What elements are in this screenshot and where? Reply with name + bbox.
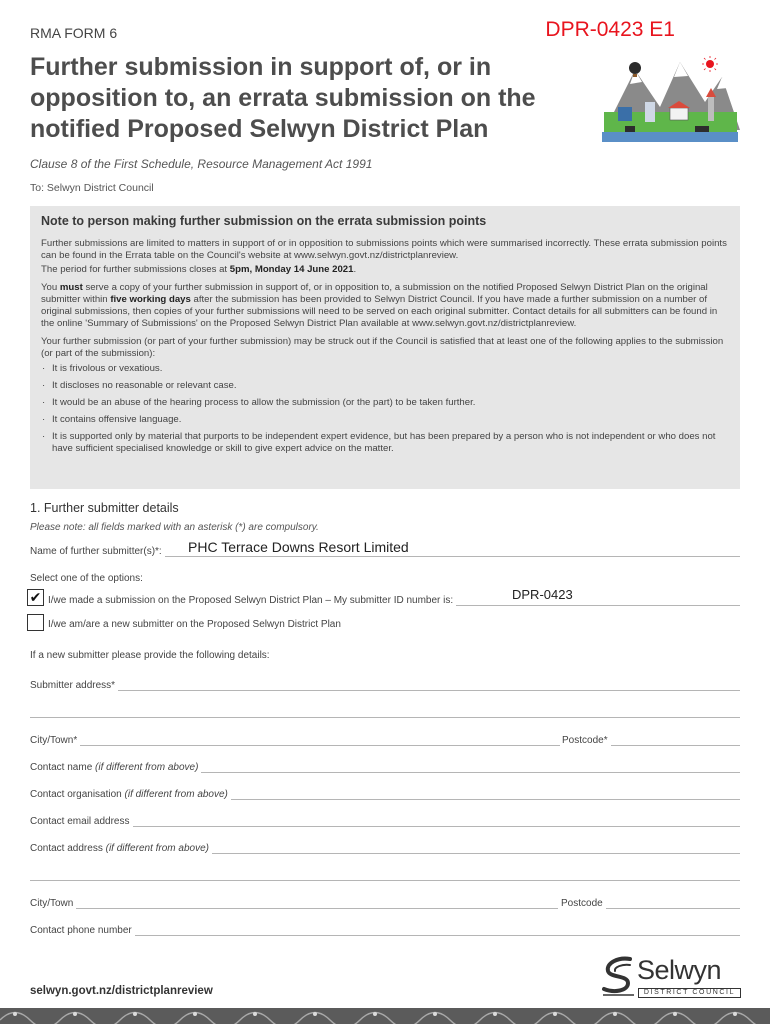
note-box	[30, 206, 740, 489]
form-code: RMA FORM 6	[30, 25, 118, 41]
section-heading: 1. Further submitter details	[30, 501, 179, 515]
landscape-illustration	[600, 52, 740, 144]
contact-phone-field[interactable]	[30, 924, 740, 936]
contact-postcode-label: Postcode	[561, 898, 603, 909]
contact-address-second-line[interactable]	[30, 880, 740, 881]
contact-postcode-field[interactable]	[561, 897, 740, 909]
new-submitter-note: If a new submitter please provide the following details:	[30, 650, 270, 661]
contact-organisation-field[interactable]	[30, 788, 740, 800]
submitter-name-value: PHC Terrace Downs Resort Limited	[188, 539, 409, 555]
logo-wordmark: Selwyn	[637, 955, 722, 985]
submitter-address-label: Submitter address*	[30, 680, 116, 691]
contact-city-field[interactable]	[30, 897, 558, 909]
submitter-id-value: DPR-0423	[512, 587, 573, 602]
note-paragraph-deadline: The period for further submissions closes at 5pm, Monday 14 June 2021.	[41, 264, 357, 275]
select-options-label: Select one of the options:	[30, 573, 143, 584]
note-title: Note to person making further submission on the errata submission points	[41, 214, 487, 228]
submitter-address-field[interactable]	[30, 679, 740, 691]
list-item: · It contains offensive language.	[41, 414, 728, 426]
list-item: · It is supported only by material that purports to be independent expert evidence, but has been prepared by a person who is not independent or who does not have sufficient specialised knowledge or skill to give expert advice on the matter.	[41, 431, 728, 455]
city-field[interactable]	[30, 734, 560, 746]
postcode-field[interactable]	[562, 734, 740, 746]
list-item: · It discloses no reasonable or relevant case.	[41, 380, 728, 392]
contact-email-field[interactable]	[30, 815, 740, 827]
submitter-id-field[interactable]	[48, 594, 740, 606]
legislation-clause: Clause 8 of the First Schedule, Resource Management Act 1991	[30, 157, 373, 171]
contact-city-label: City/Town	[30, 898, 74, 909]
new-submitter-label: I/we am/are a new submitter on the Proposed Selwyn District Plan	[48, 619, 341, 630]
selwyn-emblem-icon	[600, 955, 636, 997]
contact-name-label: Contact name (if different from above)	[30, 762, 199, 773]
city-label: City/Town*	[30, 735, 78, 746]
existing-submitter-checkbox[interactable]: ✔	[27, 589, 44, 606]
contact-address-field[interactable]	[30, 842, 740, 854]
contact-address-label: Contact address (if different from above)	[30, 843, 209, 854]
new-submitter-checkbox[interactable]	[27, 614, 44, 631]
footer-url: selwyn.govt.nz/districtplanreview	[30, 985, 213, 997]
existing-submitter-label: I/we made a submission on the Proposed Selwyn District Plan – My submitter ID number is:	[48, 595, 454, 606]
contact-email-label: Contact email address	[30, 816, 130, 827]
recipient-line: To: Selwyn District Council	[30, 182, 154, 194]
note-paragraph-limits: Further submissions are limited to matters in support of or in opposition to submissions points which were summarised incorrectly. These errata submission points can be found in the Errata table on the Council's website at www.selwyn.govt.nz/districtplanreview.	[41, 238, 727, 261]
contact-organisation-label: Contact organisation (if different from above)	[30, 789, 228, 800]
address-second-line[interactable]	[30, 717, 740, 718]
compulsory-note: Please note: all fields marked with an asterisk (*) are compulsory.	[30, 522, 319, 533]
postcode-label: Postcode*	[562, 735, 608, 746]
list-item: · It would be an abuse of the hearing process to allow the submission (or the part) to be taken further.	[41, 397, 728, 409]
list-item: · It is frivolous or vexatious.	[41, 363, 728, 375]
contact-name-field[interactable]	[30, 761, 740, 773]
contact-phone-label: Contact phone number	[30, 925, 132, 936]
selwyn-logo	[600, 955, 745, 1000]
strike-out-reasons	[41, 363, 728, 455]
decorative-pattern-band	[0, 1008, 770, 1024]
note-paragraph-strike-out: Your further submission (or part of your further submission) may be struck out if the Council is satisfied that at least one of the following applies to the submission (or part of the submission):	[41, 336, 724, 359]
reference-code: DPR-0423 E1	[545, 18, 675, 41]
page-title: Further submission in support of, or in opposition to, an errata submission on the notified Proposed Selwyn District Plan	[30, 53, 536, 143]
submitter-name-label: Name of further submitter(s)*:	[30, 546, 162, 557]
logo-subtitle: DISTRICT COUNCIL	[638, 988, 741, 998]
note-paragraph-serve: You must serve a copy of your further submission in support of, or in opposition to, a submission on the notified Proposed Selwyn District Plan on the original submitter within five working days after the submission has been provided to Selwyn District Council. If you have made a further submission on a number of original submissions, then copies of your further submissions will need to be served on each original submitter. Contact details for all submitters can be found in the online 'Summary of Submissions' on the Proposed Selwyn District Plan available at www.selwyn.govt.nz/districtplanreview.	[41, 282, 718, 329]
